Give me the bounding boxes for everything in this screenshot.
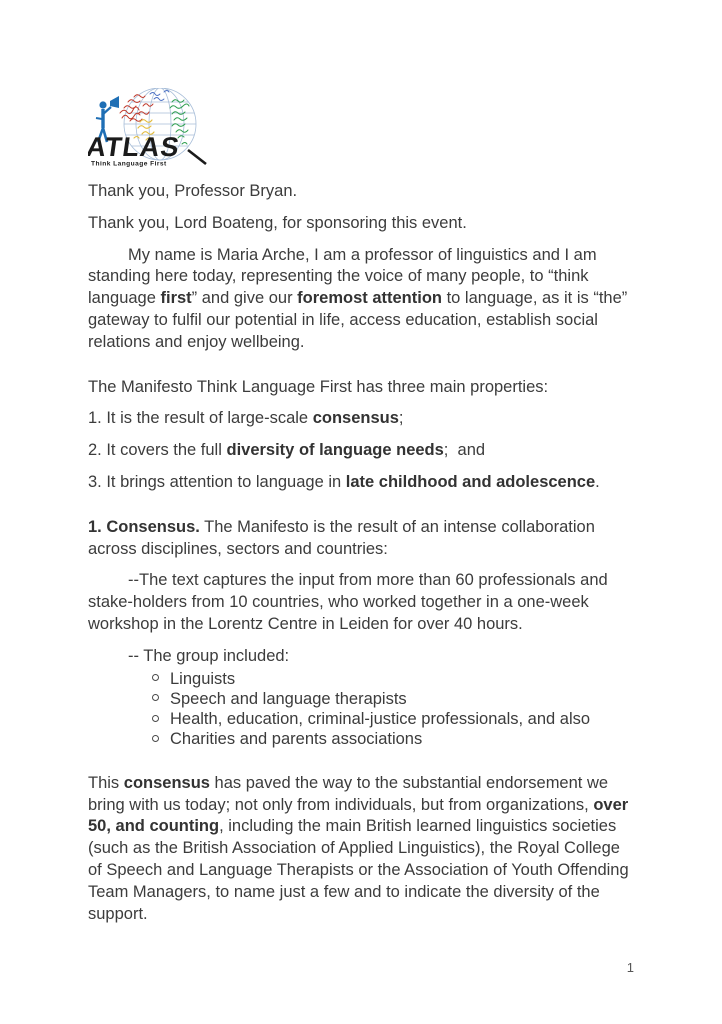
- text-run: -- The group included:: [128, 646, 290, 665]
- bold-text-run: consensus: [312, 409, 399, 428]
- paragraph: [88, 181, 636, 203]
- text-run: 1. It is the result of large-scale: [88, 409, 313, 428]
- text-run: , including the main British learned linguistics societies (such as the British Association of Applied Linguistics), the Royal College of Speech and Language Therapists or the Association of Youth Offending Team Managers, to name just a few and to indicate the diversity of the support.: [88, 817, 629, 923]
- text-run: Linguists: [170, 669, 236, 688]
- bold-text-run: over 50, and counting: [88, 795, 629, 836]
- bullet-text: [170, 669, 235, 689]
- bold-text-run: 1. Consensus.: [88, 517, 200, 536]
- page-number: 1: [626, 960, 634, 975]
- paragraph: [88, 570, 636, 635]
- text-run: .: [595, 472, 600, 491]
- bullet-list-item: [152, 689, 636, 709]
- bullet-text: [170, 709, 590, 729]
- bold-text-run: diversity of language needs: [226, 441, 444, 460]
- text-run: to language, as it is “the” gateway to fulfil our potential in life, access education, establish social relations and enjoy wellbeing.: [88, 289, 628, 351]
- text-run: Health, education, criminal-justice professionals, and also: [170, 710, 591, 729]
- bold-text-run: late childhood and adolescence: [345, 472, 596, 491]
- paragraph: [88, 245, 636, 354]
- bold-text-run: first: [160, 289, 192, 308]
- circle-bullet-icon: [152, 694, 159, 701]
- paragraph: [88, 377, 636, 399]
- text-run: Thank you, Lord Boateng, for sponsoring this event.: [88, 213, 467, 232]
- bullet-list-item: [152, 709, 636, 729]
- bold-text-run: consensus: [123, 773, 210, 792]
- paragraph: [128, 646, 636, 668]
- text-run: Speech and language therapists: [170, 689, 407, 708]
- bullet-list-item: [152, 669, 636, 689]
- text-run: Charities and parents associations: [170, 730, 423, 749]
- text-run: My name is Maria Arche, I am a professor of linguistics and I am standing here today, representing the voice of many people, to “think language: [88, 245, 597, 308]
- bullet-text: [170, 729, 422, 749]
- text-run: ;: [398, 409, 404, 428]
- text-run: Thank you, Professor Bryan.: [88, 182, 298, 200]
- paragraph: [88, 517, 636, 561]
- text-run: This: [88, 773, 124, 792]
- paragraph: [88, 472, 636, 494]
- text-run: 2. It covers the full: [88, 441, 227, 460]
- bold-text-run: foremost attention: [297, 289, 442, 308]
- text-run: The Manifesto is the result of an intense collaboration across disciplines, sectors and countries:: [88, 517, 595, 558]
- bullet-text: [170, 689, 407, 709]
- wordmark-tail: [188, 150, 206, 164]
- paragraph: [88, 408, 636, 430]
- atlas-wordmark: [88, 131, 182, 162]
- text-run: --The text captures the input from more than 60 professionals and stake-holders from 10 countries, who worked together in a one-week workshop in the Lorentz Centre in Leiden for over 40 hours.: [88, 571, 608, 633]
- atlas-logo-graphic: [88, 88, 212, 168]
- text-run: ” and give our: [191, 289, 298, 308]
- text-run: 3. It brings attention to language in: [88, 472, 346, 491]
- atlas-logo: [88, 88, 636, 173]
- circle-bullet-icon: [152, 715, 159, 722]
- text-run: ; and: [443, 441, 486, 460]
- paragraph: [88, 213, 636, 235]
- paragraph: [88, 773, 636, 926]
- bullet-list-item: [152, 729, 636, 749]
- circle-bullet-icon: [152, 735, 159, 742]
- text-run: has paved the way to the substantial endorsement we bring with us today; not only from individuals, but from organizations,: [88, 773, 609, 814]
- paragraph: [88, 440, 636, 462]
- logo-tagline: Think Language First: [91, 160, 167, 168]
- text-run: The Manifesto Think Language First has three main properties:: [88, 377, 549, 396]
- circle-bullet-icon: [152, 674, 159, 681]
- atlas-wordmark-text: ATLAS: [88, 131, 182, 162]
- document-body: [88, 181, 636, 925]
